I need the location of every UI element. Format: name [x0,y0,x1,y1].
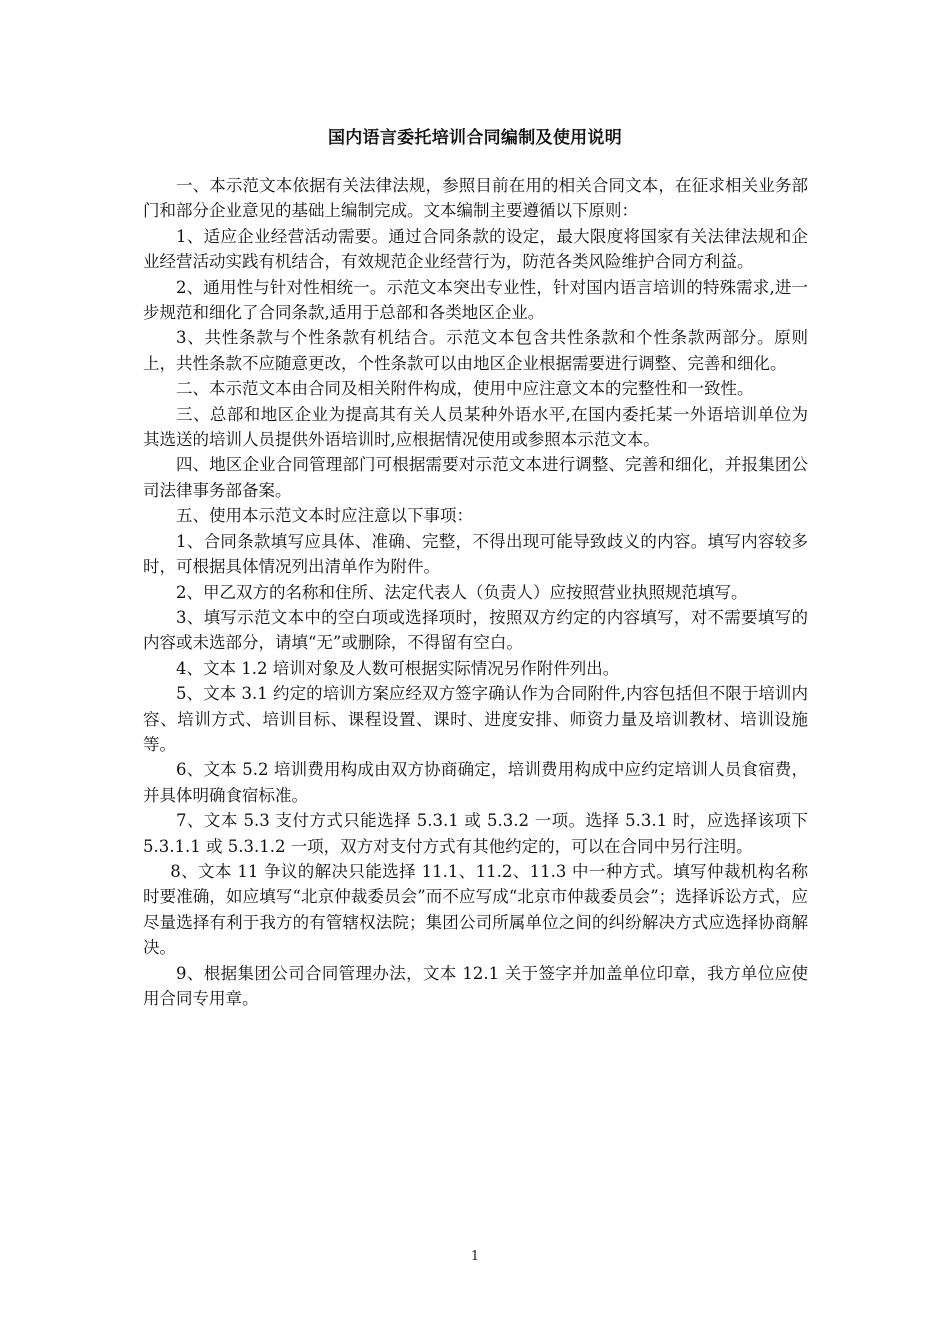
paragraph-5: 五、使用本示范文本时应注意以下事项： [176,506,473,526]
paragraph-1-1: 1、适应企业经营活动需要。通过合同条款的设定，最大限度将国家有关法律法规和企业经营活动实践有机结合，有效规范企业经营行为，防范各类风险维护合同方利益。 [143,226,808,272]
paragraph-5-1: 1、合同条款填写应具体、准确、完整，不得出现可能导致歧义的内容。填写内容较多时，可根据具体情况列出清单作为附件。 [143,531,808,577]
document-title: 国内语言委托培训合同编制及使用说明 [327,128,623,148]
paragraph-5-2: 2、甲乙双方的名称和住所、法定代表人（负责人）应按照营业执照规范填写。 [176,582,748,602]
paragraph-5-8: 8、文本 11 争议的解决只能选择 11.1、11.2、11.3 中一种方式。填写仲裁机构名称时要准确，如应填写“北京仲裁委员会”而不应写成“北京市仲裁委员会”；选择诉讼方式，应尽量选择有利于我方的有管辖权法院；集团公司所属单位之间的纠纷解决方式应选择协商解决。 [143,861,808,958]
paragraph-5-5: 5、文本 3.1 约定的培训方案应经双方签字确认作为合同附件,内容包括但不限于培训内容、培训方式、培训目标、课程设置、课时、进度安排、师资力量及培训教材、培训设施等。 [143,684,808,754]
paragraph-5-3: 3、填写示范文本中的空白项或选择项时，按照双方约定的内容填写，对不需要填写的内容或未选部分，请填“无”或删除，不得留有空白。 [143,607,808,653]
paragraph-3: 三、总部和地区企业为提高其有关人员某种外语水平,在国内委托某一外语培训单位为其选送的培训人员提供外语培训时,应根据情况使用或参照本示范文本。 [143,404,808,450]
paragraph-5-4: 4、文本 1.2 培训对象及人数可根据实际情况另作附件列出。 [176,658,620,678]
paragraph-2: 二、本示范文本由合同及相关附件构成，使用中应注意文本的完整性和一致性。 [176,379,754,399]
paragraph-5-7: 7、文本 5.3 支付方式只能选择 5.3.1 或 5.3.2 一项。选择 5.3.1 时，应选择该项下 5.3.1.1 或 5.3.1.2 一项，双方对支付方式有其他约定的，可以在合同中另行注明。 [143,811,808,856]
paragraph-1-2: 2、通用性与针对性相统一。示范文本突出专业性，针对国内语言培训的特殊需求,进一步规范和细化了合同条款,适用于总部和各类地区企业。 [143,277,808,323]
paragraph-1-3: 3、共性条款与个性条款有机结合。示范文本包含共性条款和个性条款两部分。原则上，共性条款不应随意更改，个性条款可以由地区企业根据需要进行调整、完善和细化。 [143,328,808,373]
paragraph-5-9: 9、根据集团公司合同管理办法，文本 12.1 关于签字并加盖单位印章，我方单位应使用合同专用章。 [143,963,808,1008]
page-number: 1 [470,1249,480,1264]
paragraph-1: 一、本示范文本依据有关法律法规，参照目前在用的相关合同文本，在征求相关业务部门和部分企业意见的基础上编制完成。文本编制主要遵循以下原则： [143,176,808,221]
document-body [143,173,808,1011]
paragraph-5-6: 6、文本 5.2 培训费用构成由双方协商确定，培训费用构成中应约定培训人员食宿费，并具体明确食宿标准。 [143,760,808,805]
paragraph-4: 四、地区企业合同管理部门可根据需要对示范文本进行调整、完善和细化，并报集团公司法律事务部备案。 [143,455,808,500]
